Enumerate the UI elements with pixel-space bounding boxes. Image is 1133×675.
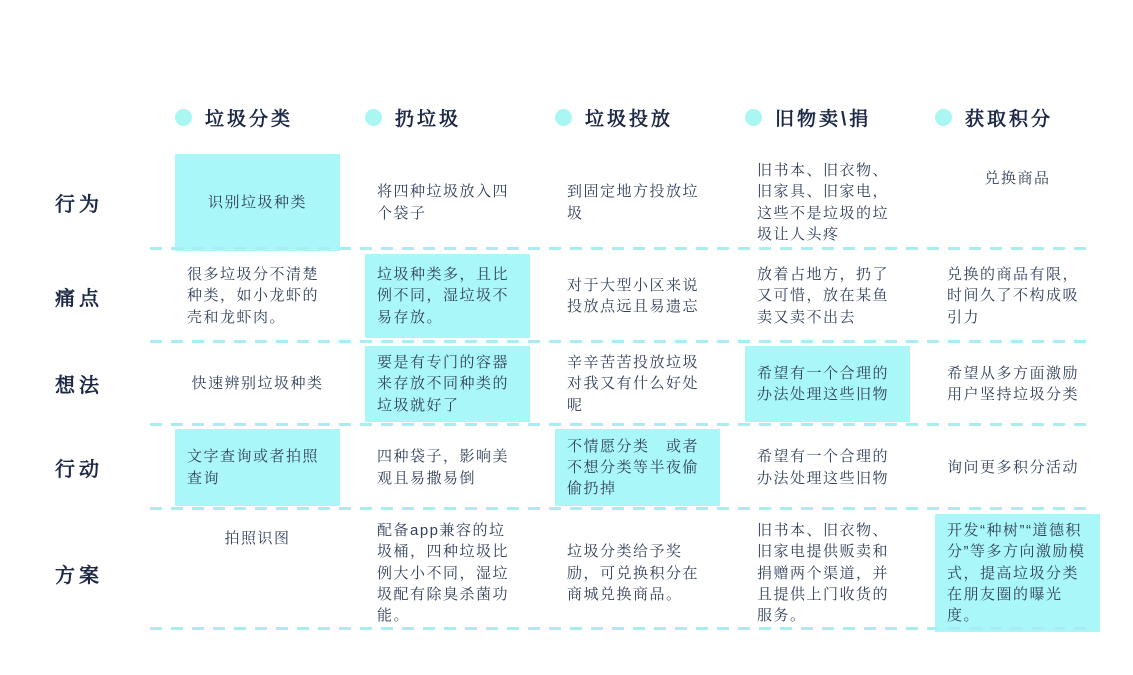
column-header-label: 垃圾投放 [585,109,674,130]
matrix-row-painpoints [45,250,1110,342]
matrix-cell: 开发“种树”“道德积分”等多方向激励模式，提高垃圾分类在朋友圈的曝光度。 [935,514,1100,632]
row-label: 行动 [55,459,103,481]
matrix-cell: 希望从多方面激励用户坚持垃圾分类 [947,364,1080,403]
column-header-throw [365,95,530,140]
bullet-dot-icon [935,109,952,126]
matrix-cell: 很多垃圾分不清楚种类，如小龙虾的壳和龙虾肉。 [187,266,320,326]
bullet-dot-icon [745,109,762,126]
matrix-cell: 辛辛苦苦投放垃圾对我又有什么好处呢 [567,354,700,414]
row-label: 痛点 [55,287,103,310]
row-label: 方案 [55,564,103,587]
column-header-label: 获取积分 [965,109,1054,130]
row-label: 想法 [55,375,103,398]
matrix-cell: 将四种垃圾放入四个袋子 [377,183,510,222]
column-header-label: 旧物卖\捐 [775,109,872,130]
bullet-dot-icon [365,109,382,126]
column-header-points [935,95,1100,140]
column-header-dispose [555,95,720,140]
matrix-cell: 垃圾分类给予奖励，可兑换积分在商城兑换商品。 [567,543,700,603]
matrix-cell: 希望有一个合理的办法处理这些旧物 [757,448,890,487]
matrix-cell: 对于大型小区来说投放点远且易遗忘 [567,276,700,315]
bullet-dot-icon [555,109,572,126]
column-header-label: 扔垃圾 [395,109,462,130]
row-divider [150,627,1090,630]
matrix-cell: 兑换商品 [984,170,1051,187]
matrix-cell: 兑换的商品有限，时间久了不构成吸引力 [947,266,1080,326]
matrix-cell: 到固定地方投放垃圾 [567,183,700,222]
matrix-cell: 放着占地方，扔了又可惜，放在某鱼卖又卖不出去 [757,266,890,326]
column-header-classify [175,95,340,140]
column-header-sell-donate [745,95,910,140]
matrix-cell: 希望有一个合理的办法处理这些旧物 [745,346,910,422]
matrix-cell: 四种袋子，影响美观且易撒易倒 [377,448,510,487]
matrix-cell: 旧书本、旧衣物、旧家具、旧家电，这些不是垃圾的垃圾让人头疼 [757,162,890,243]
matrix-row-solutions [45,510,1110,630]
header-spacer [45,95,150,140]
matrix-cell: 不情愿分类 或者不想分类等半夜偷偷扔掉 [555,429,720,506]
matrix-cell: 垃圾种类多，且比例不同，湿垃圾不易存放。 [365,254,530,338]
column-header-label: 垃圾分类 [205,109,294,130]
matrix-cell: 询问更多积分活动 [947,458,1080,476]
matrix-cell: 要是有专门的容器来存放不同种类的垃圾就好了 [365,346,530,422]
matrix-cell: 旧书本、旧衣物、旧家电提供贩卖和捐赠两个渠道，并且提供上门收货的服务。 [757,522,890,625]
matrix-row-behavior [45,150,1110,250]
row-label: 行为 [55,194,103,217]
matrix-cell: 识别垃圾种类 [175,154,340,251]
bullet-dot-icon [175,109,192,126]
matrix-cell: 文字查询或者拍照查询 [175,429,340,506]
matrix-cell: 拍照识图 [224,530,291,547]
column-header-row [45,95,1110,140]
matrix-cell: 配备app兼容的垃圾桶，四种垃圾比例大小不同，湿垃圾配有除臭杀菌功能。 [377,522,510,625]
matrix-row-ideas [45,342,1110,425]
matrix-cell: 快速辨别垃圾种类 [191,375,324,393]
matrix-row-actions [45,425,1110,510]
